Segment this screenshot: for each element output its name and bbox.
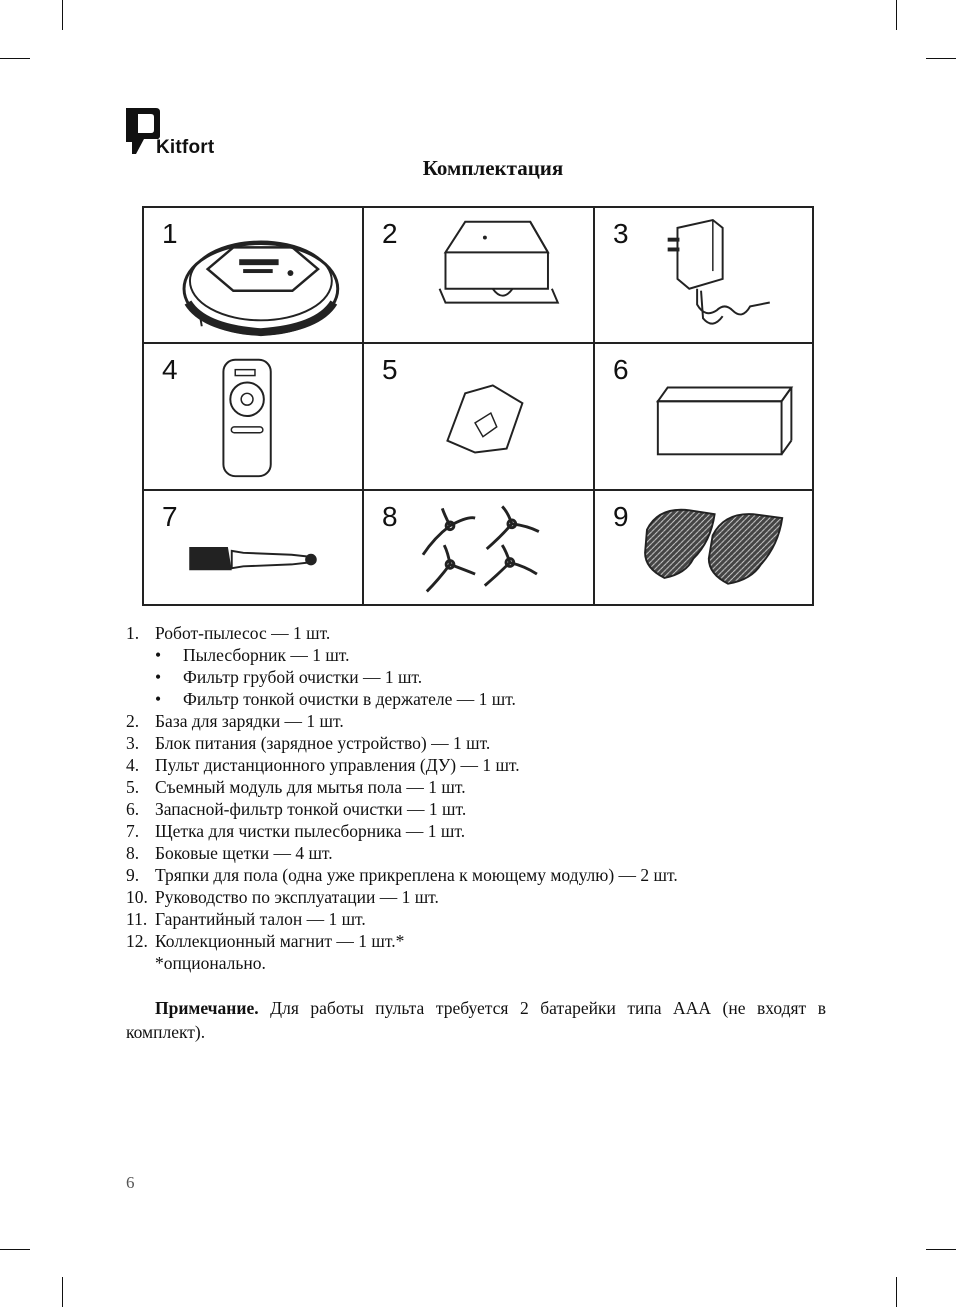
grid-number: 2 — [382, 218, 398, 249]
crop-mark — [896, 1277, 897, 1307]
list-item-number: 1. — [126, 623, 140, 643]
list-item-number: 4. — [126, 755, 140, 775]
list-item-number: 2. — [126, 711, 140, 731]
list-item-text: Коллекционный магнит — 1 шт.* — [155, 931, 405, 951]
list-item-number: 9. — [126, 865, 140, 885]
remote-control-icon — [144, 344, 362, 489]
bullet: • — [155, 645, 162, 665]
list-item-number: 5. — [126, 777, 140, 797]
list-item-text: Пылесборник — 1 шт. — [183, 645, 350, 665]
list-item — [126, 930, 826, 952]
list-item-number: 11. — [126, 909, 148, 929]
power-adapter-icon — [595, 208, 812, 342]
list-subitem — [126, 644, 826, 666]
grid-cell-9 — [595, 491, 812, 604]
grid-number: 8 — [382, 501, 398, 532]
grid-number: 3 — [613, 218, 629, 249]
list-item-text: Запасной-фильтр тонкой очистки — 1 шт. — [155, 799, 467, 819]
contents-grid — [142, 206, 814, 606]
grid-cell-5 — [364, 344, 595, 491]
robot-vacuum-icon — [144, 208, 362, 342]
cleaning-brush-icon — [144, 491, 362, 604]
note-paragraph — [126, 996, 826, 1044]
note-label: Примечание. — [155, 998, 259, 1018]
list-item-text: Фильтр тонкой очистки в держателе — 1 шт. — [183, 689, 516, 709]
list-item-text: Тряпки для пола (одна уже прикреплена к моющему модулю) — 2 шт. — [155, 865, 678, 885]
list-item — [126, 776, 826, 798]
footnote-text: *опционально. — [155, 953, 266, 973]
grid-number: 5 — [382, 354, 398, 385]
list-item-number: 7. — [126, 821, 140, 841]
mop-module-icon — [364, 344, 593, 489]
list-item — [126, 864, 826, 886]
crop-mark — [0, 58, 30, 59]
crop-mark — [62, 0, 63, 30]
grid-cell-3 — [595, 208, 812, 344]
list-item-text: Руководство по эксплуатации — 1 шт. — [155, 887, 439, 907]
grid-number: 4 — [162, 354, 178, 385]
list-item — [126, 842, 826, 864]
grid-cell-4 — [144, 344, 364, 491]
list-item-text: Гарантийный талон — 1 шт. — [155, 909, 366, 929]
crop-mark — [926, 58, 956, 59]
list-item — [126, 710, 826, 732]
brand-name: Kitfort — [156, 137, 215, 158]
crop-mark — [0, 1249, 30, 1250]
grid-cell-8 — [364, 491, 595, 604]
floor-cloths-icon — [595, 491, 812, 604]
list-item-text: Робот-пылесос — 1 шт. — [155, 623, 331, 643]
grid-number: 7 — [162, 501, 178, 532]
grid-cell-7 — [144, 491, 364, 604]
list-item — [126, 622, 826, 644]
grid-cell-1 — [144, 208, 364, 344]
list-item-number: 6. — [126, 799, 140, 819]
fine-filter-icon — [595, 344, 812, 489]
grid-number: 9 — [613, 501, 629, 532]
list-item — [126, 754, 826, 776]
list-item — [126, 886, 826, 908]
contents-list — [126, 622, 826, 974]
list-item-text: База для зарядки — 1 шт. — [155, 711, 344, 731]
charging-base-icon — [364, 208, 593, 342]
list-item-text: Боковые щетки — 4 шт. — [155, 843, 333, 863]
grid-number: 6 — [613, 354, 629, 385]
page-title: Комплектация — [422, 156, 564, 180]
grid-number: 1 — [162, 218, 178, 249]
footnote — [126, 952, 826, 974]
grid-cell-2 — [364, 208, 595, 344]
list-item-number: 3. — [126, 733, 140, 753]
list-item-text: Съемный модуль для мытья пола — 1 шт. — [155, 777, 466, 797]
list-item — [126, 798, 826, 820]
list-item-number: 8. — [126, 843, 140, 863]
list-item — [126, 820, 826, 842]
side-brushes-icon — [364, 491, 593, 604]
bullet: • — [155, 667, 162, 687]
list-item-number: 12. — [126, 931, 148, 951]
grid-cell-6 — [595, 344, 812, 491]
crop-mark — [62, 1277, 63, 1307]
list-item — [126, 732, 826, 754]
crop-mark — [926, 1249, 956, 1250]
list-item-number: 10. — [126, 887, 148, 907]
list-item-text: Щетка для чистки пылесборника — 1 шт. — [155, 821, 466, 841]
list-subitem — [126, 666, 826, 688]
list-item-text: Фильтр грубой очистки — 1 шт. — [183, 667, 423, 687]
list-item-text: Пульт дистанционного управления (ДУ) — 1 шт. — [155, 755, 520, 775]
page-number: 6 — [126, 1173, 135, 1192]
bullet: • — [155, 689, 162, 709]
note-text: Для работы пульта требуется 2 батарейки типа ААА (не входят в комплект). — [126, 998, 826, 1042]
list-item-text: Блок питания (зарядное устройство) — 1 шт. — [155, 733, 491, 753]
crop-mark — [896, 0, 897, 30]
list-item — [126, 908, 826, 930]
list-subitem — [126, 688, 826, 710]
